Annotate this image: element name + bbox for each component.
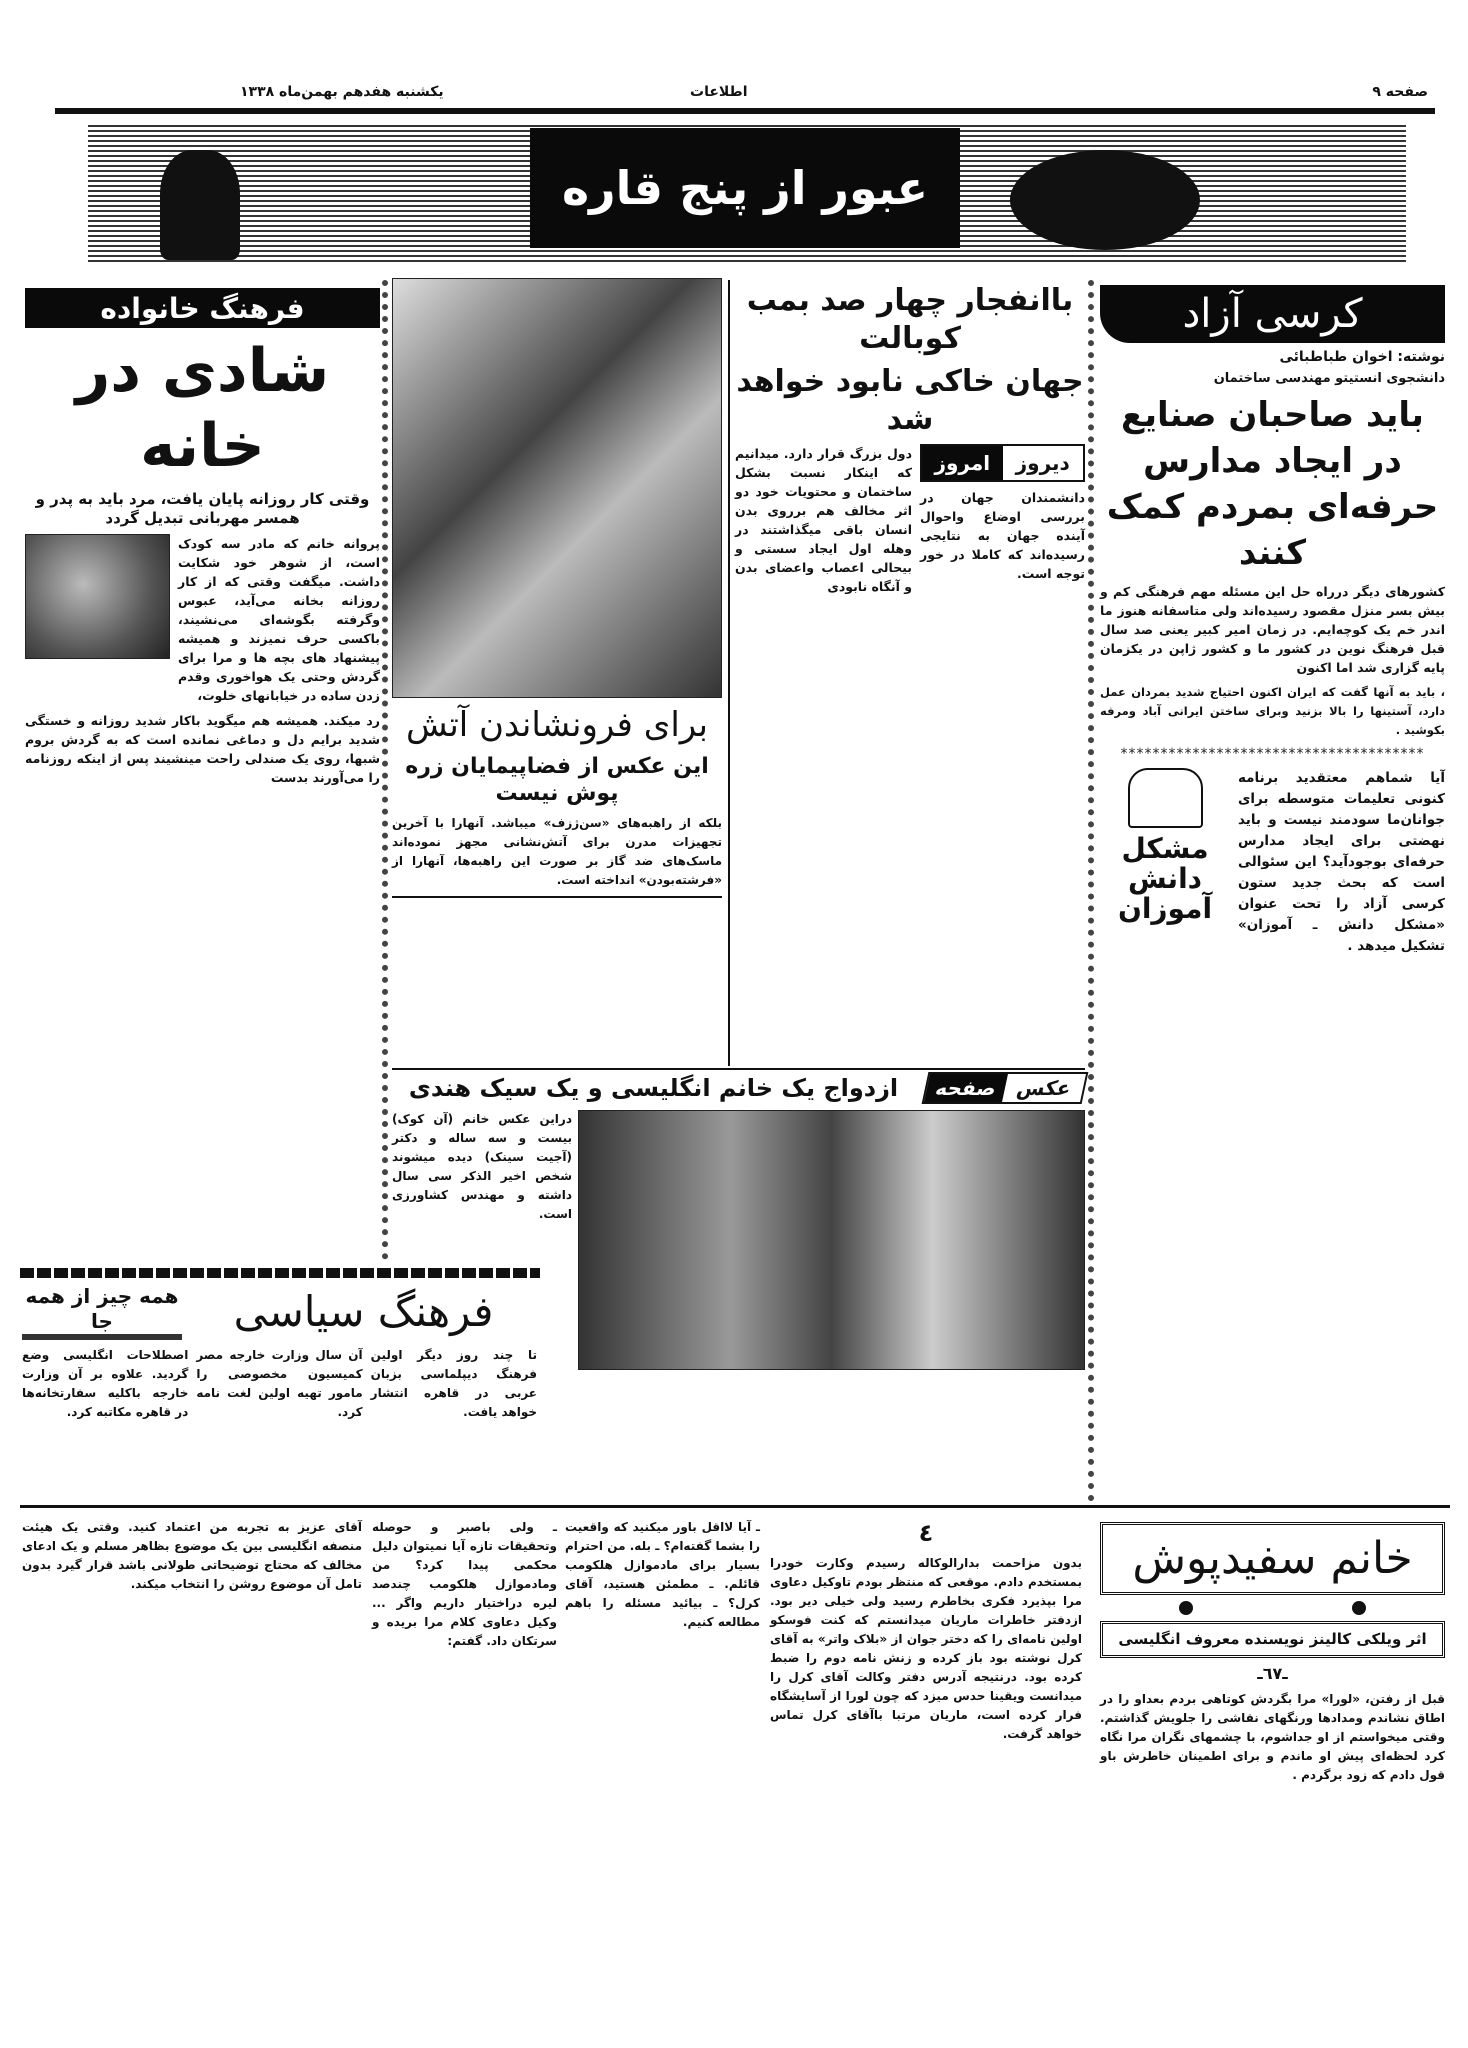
serial-col-c: ـ آیا لااقل باور میکنید که واقعیت را بشما گفته‌ام؟ ـ بله. من احترام بسیار برای مادموازل هلکومب قائلم. ـ مطمئن هستید، آقای کرل؟ ـ بیائید مسئله را باهم مطالعه کنیم. bbox=[565, 1520, 760, 1629]
banner-title: عبور از پنج قاره bbox=[530, 128, 960, 248]
monks-caption: بلکه از راهبه‌های «سن‌ژزف» میباشد. آنهارا با آخرین تجهیزات مدرن برای آتش‌نشانی مجهز نموده‌اند ماسک‌های ضد گاز بر صورت این راهبه‌ها، آنهارا از «فرشته‌بودن» انداخته است. bbox=[392, 815, 722, 887]
politics-col2: آن سال وزارت خارجه مصر کمیسیون مخصوصی را مامور تهیه اولین لغت نامه کرد. bbox=[196, 1348, 363, 1419]
column-divider bbox=[382, 280, 388, 1260]
wedding-header bbox=[392, 1072, 1085, 1104]
book-quill-figure bbox=[1010, 150, 1200, 250]
serial-header-column bbox=[1100, 1522, 1445, 1785]
dot bbox=[1352, 1601, 1366, 1615]
cobalt-title-line2: جهان خاکی نابود خواهد شد bbox=[736, 364, 1084, 437]
wedding-title: ازدواج یک خانم انگلیسی و یک سیک هندی bbox=[408, 1074, 899, 1102]
students-logo: مشکل دانش آموزان bbox=[1117, 832, 1213, 925]
family-lead: پروانه خانم که مادر سه کودک است، از شوهر خود شکایت داشت. میگفت وقتی که از کار روزانه بخانه می‌آید، عبوس وگرفته بگوشه‌ای می‌نشیند، باکسی حرف نمیزند و همیشه پیشنهاد های بچه ها و مرا برای گردش وحتی یک هواخوری وقدم زدن ساده در خیابانهای خلوت، bbox=[178, 535, 380, 703]
free-chair-section: کرسی آزاد bbox=[1100, 285, 1445, 343]
serial-col-b: بدون مزاحمت بدارالوکاله رسیدم وکارت خودرا بمستخدم دادم. موقعی که منتظر بودم تاوکیل دعاوی مرا بپذیرد فکری بخاطرم رسید ولی خیلی دیر بود. ازدفتر خاطرات ماریان میدانستم که کنت فوسکو اولین نامه‌ای را که دختر جوان از «بلاک واتر» به آقای کرل نوشته بود باز کرده و زنش نامه دوم را ضبط کرده بود. درنتیجه آدرس دفتر وکالت آقای کرل را میدانست ویقینا حدس میزد که چون لورا از آسایشگاه فرار کرده است، ماریان مرتبا باآقای کرل تماس خواهد گرفت. bbox=[770, 1556, 1082, 1741]
serial-col-d: آقای عزیز به تجربه من اعتماد کنید. وقتی یک هیئت منصفه انگلیسی بین یک موضوع بظاهر مسلم و یک ادعای مخالف که محتاج توضیحاتی طولانی باشد قرار گیرد بدون تامل آن موضوع روشن را انتخاب میکند. bbox=[22, 1520, 362, 1591]
monks-title: برای فرونشاندن آتش bbox=[405, 705, 708, 745]
author: نوشته: اخوان طباطبائی bbox=[1279, 349, 1445, 365]
family-column bbox=[25, 288, 380, 787]
students-text: آیا شماهم معتقدید برنامه کنونی تعلیمات متوسطه برای جوانان‌ما سودمند نیست و باید نهضتی برای ایجاد مدارس حرفه‌ای بوجودآید؟ این سئوالی است که بحث جدید ستون کرسی آزاد را تحت عنوان «مشکل دانش ـ آموزان» تشکیل میدهد . bbox=[1238, 770, 1445, 954]
wedding-caption: دراین عکس خانم (آن کوک) بیست و سه ساله و دکتر (آجیت سینک) دیده میشوند شخص اخیر الذکر سی سال داشته و مهندس کشاورزی است. bbox=[392, 1112, 572, 1221]
family-subtitle: وقتی کار روزانه پایان یافت، مرد باید به پدر و همسر مهربانی تبدیل گردد bbox=[35, 490, 370, 527]
serial-title: خانم سفیدپوش bbox=[1100, 1522, 1445, 1595]
scalloped-border bbox=[20, 1268, 540, 1278]
family-section-label: فرهنگ خانواده bbox=[25, 288, 380, 328]
badge-today: امروز bbox=[922, 446, 1003, 480]
cobalt-body: دول بزرگ قرار دارد. میدانیم که اینکار نسبت بشکل ساختمان و محتویات خود دو اثر مخالف هم برروی بدن انسان باقی میگذاشتند در وهله اول ایجاد سستی و بیحالی اعصاب واعضای بدن و آنگاه نابودی bbox=[735, 446, 912, 594]
divider bbox=[392, 1068, 1085, 1070]
wedding-photo bbox=[578, 1110, 1085, 1370]
politics-col1: تا چند روز دیگر اولین فرهنگ دیپلماسی بزبان عربی در قاهره انتشار خواهد یافت. bbox=[370, 1348, 537, 1419]
dot bbox=[1179, 1601, 1193, 1615]
serial-col-a: قبل از رفتن، «لورا» مرا بگردش کوتاهی بردم بعداو را در اطاق نشاندم ومدادها ورنگهای نقاشی را جلویش گذاشتم. وقتی میخواستم از او جداشوم، با چشمهای نگران مرا نگاه کرد لحظه‌ای پیش او ماندم و برای اطمینان خاطرش باو قول دادم که زود برگردم . bbox=[1100, 1691, 1445, 1782]
yesterday-today-badge bbox=[920, 444, 1085, 482]
author-title: دانشجوی انستیتو مهندسی ساختمان bbox=[1213, 371, 1445, 386]
family-title: شادی در خانه bbox=[75, 336, 330, 481]
serial-chapter-column bbox=[770, 1518, 1082, 1744]
monks-column bbox=[392, 278, 722, 898]
masthead-rule bbox=[55, 108, 1435, 114]
page-number: صفحه ۹ bbox=[1372, 84, 1428, 100]
section-divider bbox=[20, 1505, 1450, 1508]
serial-byline: اثر ویلکی کالینز نویسنده معروف انگلیسی bbox=[1100, 1621, 1445, 1658]
dancer-figure bbox=[160, 150, 240, 260]
cobalt-column bbox=[735, 282, 1085, 596]
politics-block bbox=[22, 1284, 537, 1422]
cobalt-title-line1: باانفجار چهار صد بمب کوبالت bbox=[746, 283, 1074, 356]
issue-date: یکشنبه هفدهم بهمن‌ماه ۱۳۳۸ bbox=[240, 84, 444, 100]
label-photo: عکس bbox=[1014, 1076, 1074, 1100]
free-chair-closing: ، باید به آنها گفت که ایران اکنون احتیاج شدید بمردان عمل دارد، آستینها را بالا بزنید وبرای ساختن ایرانی آباد ومرفه بکوشید . bbox=[1100, 685, 1445, 737]
family-body: رد میکند. همیشه هم میگوید باکار شدید روزانه و خستگی شدید برایم دل و دماغی نمانده است که به گردش بروم شبها، روی یک صندلی راحت مینشیند پس از اینکه روزنامه را می‌آورند بدست bbox=[25, 712, 380, 785]
newspaper-name: اطلاعات bbox=[690, 84, 748, 100]
serial-episode: ـ٦٧ـ bbox=[1257, 1663, 1288, 1683]
serial-col-e: ـ ولی باصبر و حوصله وتحقیقات تازه آیا نمیتوان دلیل محکمی پیدا کرد؟ من ومادموازل هلکومب چندصد لیره دراختیار داریم واگر ... وکیل دعاوی کلام مرا بریده و سرتکان داد. گفتم: bbox=[372, 1520, 557, 1648]
monks-subtitle: این عکس از فضاپیمایان زره پوش نیست bbox=[405, 753, 709, 806]
politics-col3: اصطلاحات انگلیسی وضع گردید. علاوه بر آن وزارت خارجه باکلیه سفارتخانه‌ها در قاهره مکاتبه کرد. bbox=[22, 1348, 189, 1419]
free-chair-column bbox=[1100, 285, 1445, 957]
nuns-gas-mask-photo bbox=[392, 278, 722, 698]
column-divider bbox=[1088, 280, 1094, 1502]
star-divider: ************************************** bbox=[1120, 746, 1425, 762]
column-divider bbox=[728, 280, 730, 1066]
cobalt-lead: دانشمندان جهان در بررسی اوضاع واحوال آینده جهان به نتایجی رسیده‌اند که کاملا در خور توجه است. bbox=[920, 490, 1085, 581]
label-page: صفحه bbox=[924, 1074, 1008, 1102]
politics-tag: همه چیز از همه جا bbox=[22, 1284, 182, 1340]
photo-page-label bbox=[922, 1072, 1089, 1104]
free-chair-title: باید صاحبان صنایع در ایجاد مدارس حرفه‌ای بمردم کمک کنند bbox=[1106, 395, 1439, 573]
divider bbox=[392, 896, 722, 898]
politics-title: فرهنگ سیاسی bbox=[233, 1286, 494, 1336]
student-reading-illustration bbox=[1128, 768, 1203, 828]
badge-yesterday: دیروز bbox=[1015, 451, 1070, 475]
chapter-number: ٤ bbox=[918, 1519, 934, 1547]
free-chair-body: کشورهای دیگر درراه حل این مسئله مهم فرهنگی کم و بیش بسر منزل مقصود رسیده‌اند ولی متاسفانه هنوز ما اندر خم یک کوچه‌ایم. در زمان امیر کبیر یعنی صد سال قبل فرهنگ نوین در کشور ما و کشور ژاپن در یکزمان پایه گزاری شد اما اکنون bbox=[1100, 584, 1445, 675]
child-photo bbox=[25, 534, 170, 659]
